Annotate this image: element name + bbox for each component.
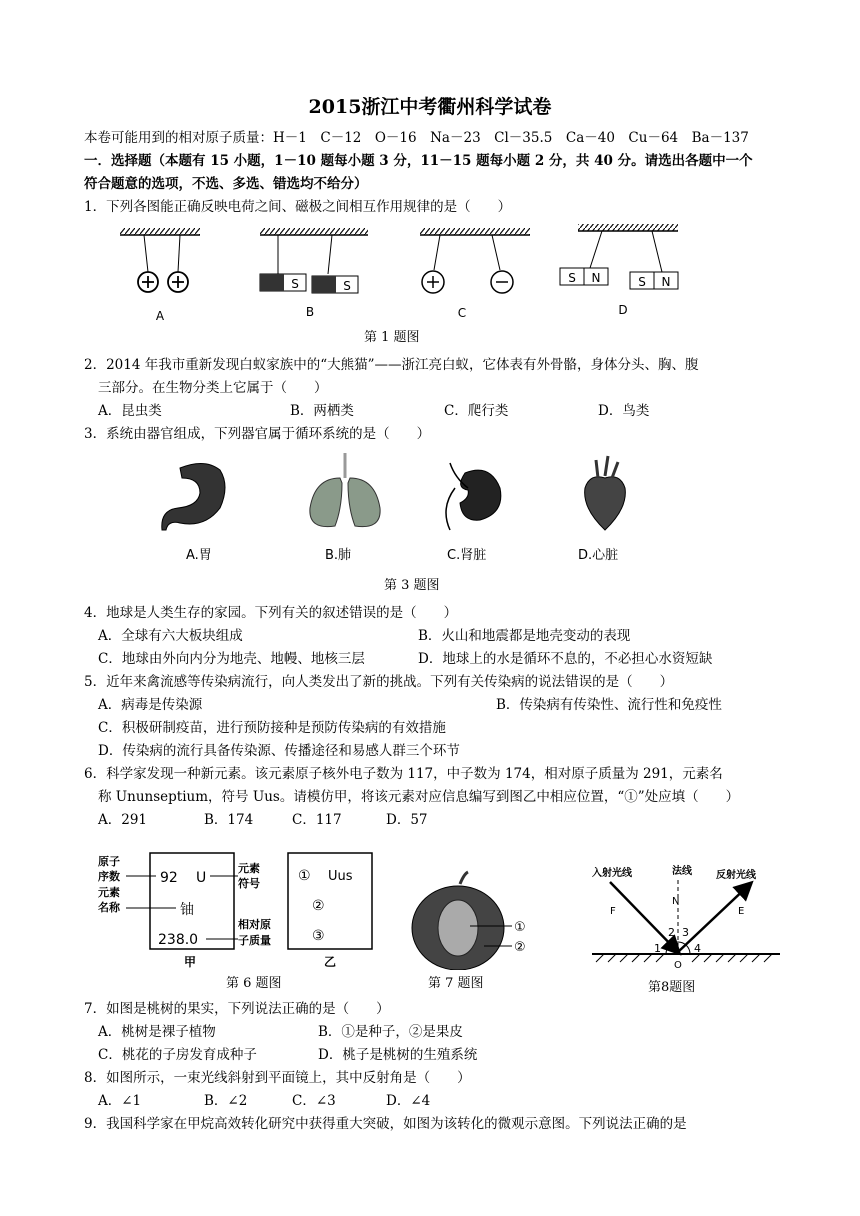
- q7-option-d: D．桃子是桃树的生殖系统: [318, 1047, 478, 1063]
- q1-caption: 第 1 题图: [364, 330, 420, 345]
- q8-option-a: A．∠1: [98, 1093, 142, 1109]
- q8-option-c: C．∠3: [292, 1093, 336, 1109]
- peach-seed: [438, 900, 478, 956]
- kidney-icon: [460, 470, 501, 520]
- label-atomic-number-2: 序数: [98, 870, 120, 883]
- q7-option-c: C．桃花的子房发育成种子: [98, 1047, 257, 1063]
- q6-option-c: C．117: [292, 812, 342, 828]
- label-element-symbol-2: 符号: [238, 877, 260, 890]
- fig7-caption: 第 7 题图: [428, 976, 484, 991]
- q4-option-c: C．地球由外向内分为地壳、地幔、地核三层: [98, 651, 365, 667]
- lungs-icon: [310, 478, 342, 527]
- peach-marker-1: ①: [514, 920, 526, 935]
- label-element-name-2: 名称: [98, 901, 120, 914]
- organ-label-heart: D.心脏: [578, 548, 619, 563]
- q6-option-d: D．57: [386, 812, 428, 828]
- q6-caption: 第 6 题图: [226, 976, 282, 991]
- letter-f: F: [610, 906, 616, 917]
- q7-option-b: B．①是种子，②是果皮: [318, 1024, 463, 1040]
- element-mass: 238.0: [158, 932, 199, 948]
- q8-stem: 8．如图所示，一束光线斜射到平面镜上，其中反射角是（ ）: [84, 1070, 471, 1086]
- angle-1: 1: [654, 942, 661, 955]
- slot-1: ①: [298, 868, 311, 884]
- reflected-ray: [678, 884, 750, 952]
- yi-symbol: Uus: [328, 869, 353, 884]
- fig7-peach: [400, 870, 540, 970]
- q6-stem-line2: 称 Ununseptium，符号 Uus。请模仿甲，将该元素对应信息编写到图乙中相应位置，“①”处应填（ ）: [98, 789, 740, 805]
- label-relative-mass-2: 子质量: [238, 934, 271, 947]
- q5-option-c: C．积极研制疫苗，进行预防接种是预防传染病的有效措施: [98, 720, 446, 736]
- magnet-pole: S: [568, 271, 576, 285]
- letter-n: N: [672, 896, 680, 907]
- element-symbol: U: [196, 870, 207, 886]
- q2-stem-line1: 2．2014 年我市重新发现白蚁家族中的“大熊猫”——浙江亮白蚁，它体表有外骨骼，身体分头、胸、腹: [84, 357, 699, 373]
- q5-option-a: A．病毒是传染源: [98, 697, 203, 713]
- organ-label-kidney: C.肾脏: [447, 548, 487, 563]
- magnet-pole: N: [591, 271, 601, 285]
- q7-stem: 7．如图是桃树的果实，下列说法正确的是（ ）: [84, 1001, 390, 1017]
- q2-option-c: C．爬行类: [444, 403, 509, 419]
- heart-icon: [585, 477, 626, 530]
- incident-ray: [610, 882, 678, 952]
- element-number: 92: [160, 870, 178, 886]
- q6-figure: [98, 850, 398, 970]
- q1-option-c: C: [457, 306, 467, 320]
- magnet-pole: S: [343, 279, 351, 293]
- tag-yi: 乙: [324, 955, 337, 969]
- q2-stem-line2: 三部分。在生物分类上它属于（ ）: [98, 380, 328, 396]
- letter-o: O: [674, 960, 682, 971]
- q6-stem-line1: 6．科学家发现一种新元素。该元素原子核外电子数为 117，中子数为 174，相对原子质量为 291，元素名: [84, 766, 723, 782]
- slot-2: ②: [312, 898, 325, 914]
- magnet-pole: S: [638, 275, 646, 289]
- label-element-symbol: 元素: [238, 862, 260, 875]
- q5-option-d: D．传染病的流行具备传染源、传播途径和易感人群三个环节: [98, 743, 460, 759]
- letter-e: E: [738, 906, 745, 917]
- angle-4: 4: [694, 942, 701, 955]
- stomach-icon: [162, 463, 225, 530]
- label-incident-ray: 入射光线: [592, 868, 632, 879]
- q1-option-d: D: [618, 303, 628, 317]
- q7-option-a: A．桃树是裸子植物: [98, 1024, 216, 1040]
- q5-option-b: B．传染病有传染性、流行性和免疫性: [496, 697, 722, 713]
- q3-stem: 3．系统由器官组成，下列器官属于循环系统的是（ ）: [84, 426, 431, 442]
- q4-stem: 4．地球是人类生存的家园。下列有关的叙述错误的是（ ）: [84, 605, 458, 621]
- magnet-pole: N: [661, 275, 671, 289]
- q4-option-d: D．地球上的水是循环不息的，不必担心水资短缺: [418, 651, 713, 667]
- peach-marker-2: ②: [514, 940, 526, 955]
- page-title: 2015浙江中考衢州科学试卷: [308, 96, 552, 118]
- label-relative-mass: 相对原: [238, 918, 271, 931]
- label-normal: 法线: [672, 866, 692, 877]
- q1-option-a: A: [155, 309, 165, 322]
- ceiling-a: [120, 228, 200, 235]
- q3-organs-figure: [150, 448, 650, 538]
- slot-3: ③: [312, 928, 325, 944]
- atomic-masses: 本卷可能用到的相对原子质量：H－1 C－12 O－16 Na－23 Cl－35.5 Ca－40 Cu－64 Ba－137: [84, 130, 749, 146]
- angle-2: 2: [668, 926, 675, 939]
- q6-option-b: B．174: [204, 812, 254, 828]
- q2-option-a: A．昆虫类: [98, 403, 162, 419]
- section-heading-line2: 符合题意的选项，不选、多选、错选均不给分）: [84, 176, 368, 192]
- organ-label-stomach: A.胃: [186, 548, 212, 563]
- q5-stem: 5．近年来禽流感等传染病流行，向人类发出了新的挑战。下列有关传染病的说法错误的是（ ）: [84, 674, 674, 690]
- organ-label-lungs: B.肺: [325, 548, 352, 563]
- angle-3: 3: [682, 926, 689, 939]
- q1-stem: 1．下列各图能正确反映电荷之间、磁极之间相互作用规律的是（ ）: [84, 199, 512, 215]
- q8-option-b: B．∠2: [204, 1093, 248, 1109]
- label-atomic-number: 原子: [98, 855, 120, 868]
- q6-option-a: A．291: [98, 812, 148, 828]
- q4-option-a: A．全球有六大板块组成: [98, 628, 243, 644]
- element-name: 铀: [180, 902, 194, 918]
- section-heading-line1: 一．选择题（本题有 15 小题，1－10 题每小题 3 分，11－15 题每小题 2 分，共 40 分。请选出各题中一个: [84, 153, 753, 169]
- magnet-pole: S: [291, 277, 299, 291]
- q3-caption: 第 3 题图: [384, 578, 440, 593]
- q2-option-d: D．鸟类: [598, 403, 650, 419]
- fig8-reflection: [590, 862, 790, 972]
- q8-option-d: D．∠4: [386, 1093, 431, 1109]
- q9-stem: 9．我国科学家在甲烷高效转化研究中获得重大突破，如图为该转化的微观示意图。下列说法正确的是: [84, 1116, 687, 1132]
- q1-option-b: B: [305, 305, 315, 319]
- tag-jia: 甲: [184, 955, 197, 969]
- fig8-caption: 第8题图: [648, 980, 696, 995]
- q4-option-b: B．火山和地震都是地壳变动的表现: [418, 628, 631, 644]
- label-element-name: 元素: [98, 886, 120, 899]
- q1-figure: [100, 222, 700, 322]
- label-reflected-ray: 反射光线: [716, 870, 756, 881]
- q2-option-b: B．两栖类: [290, 403, 354, 419]
